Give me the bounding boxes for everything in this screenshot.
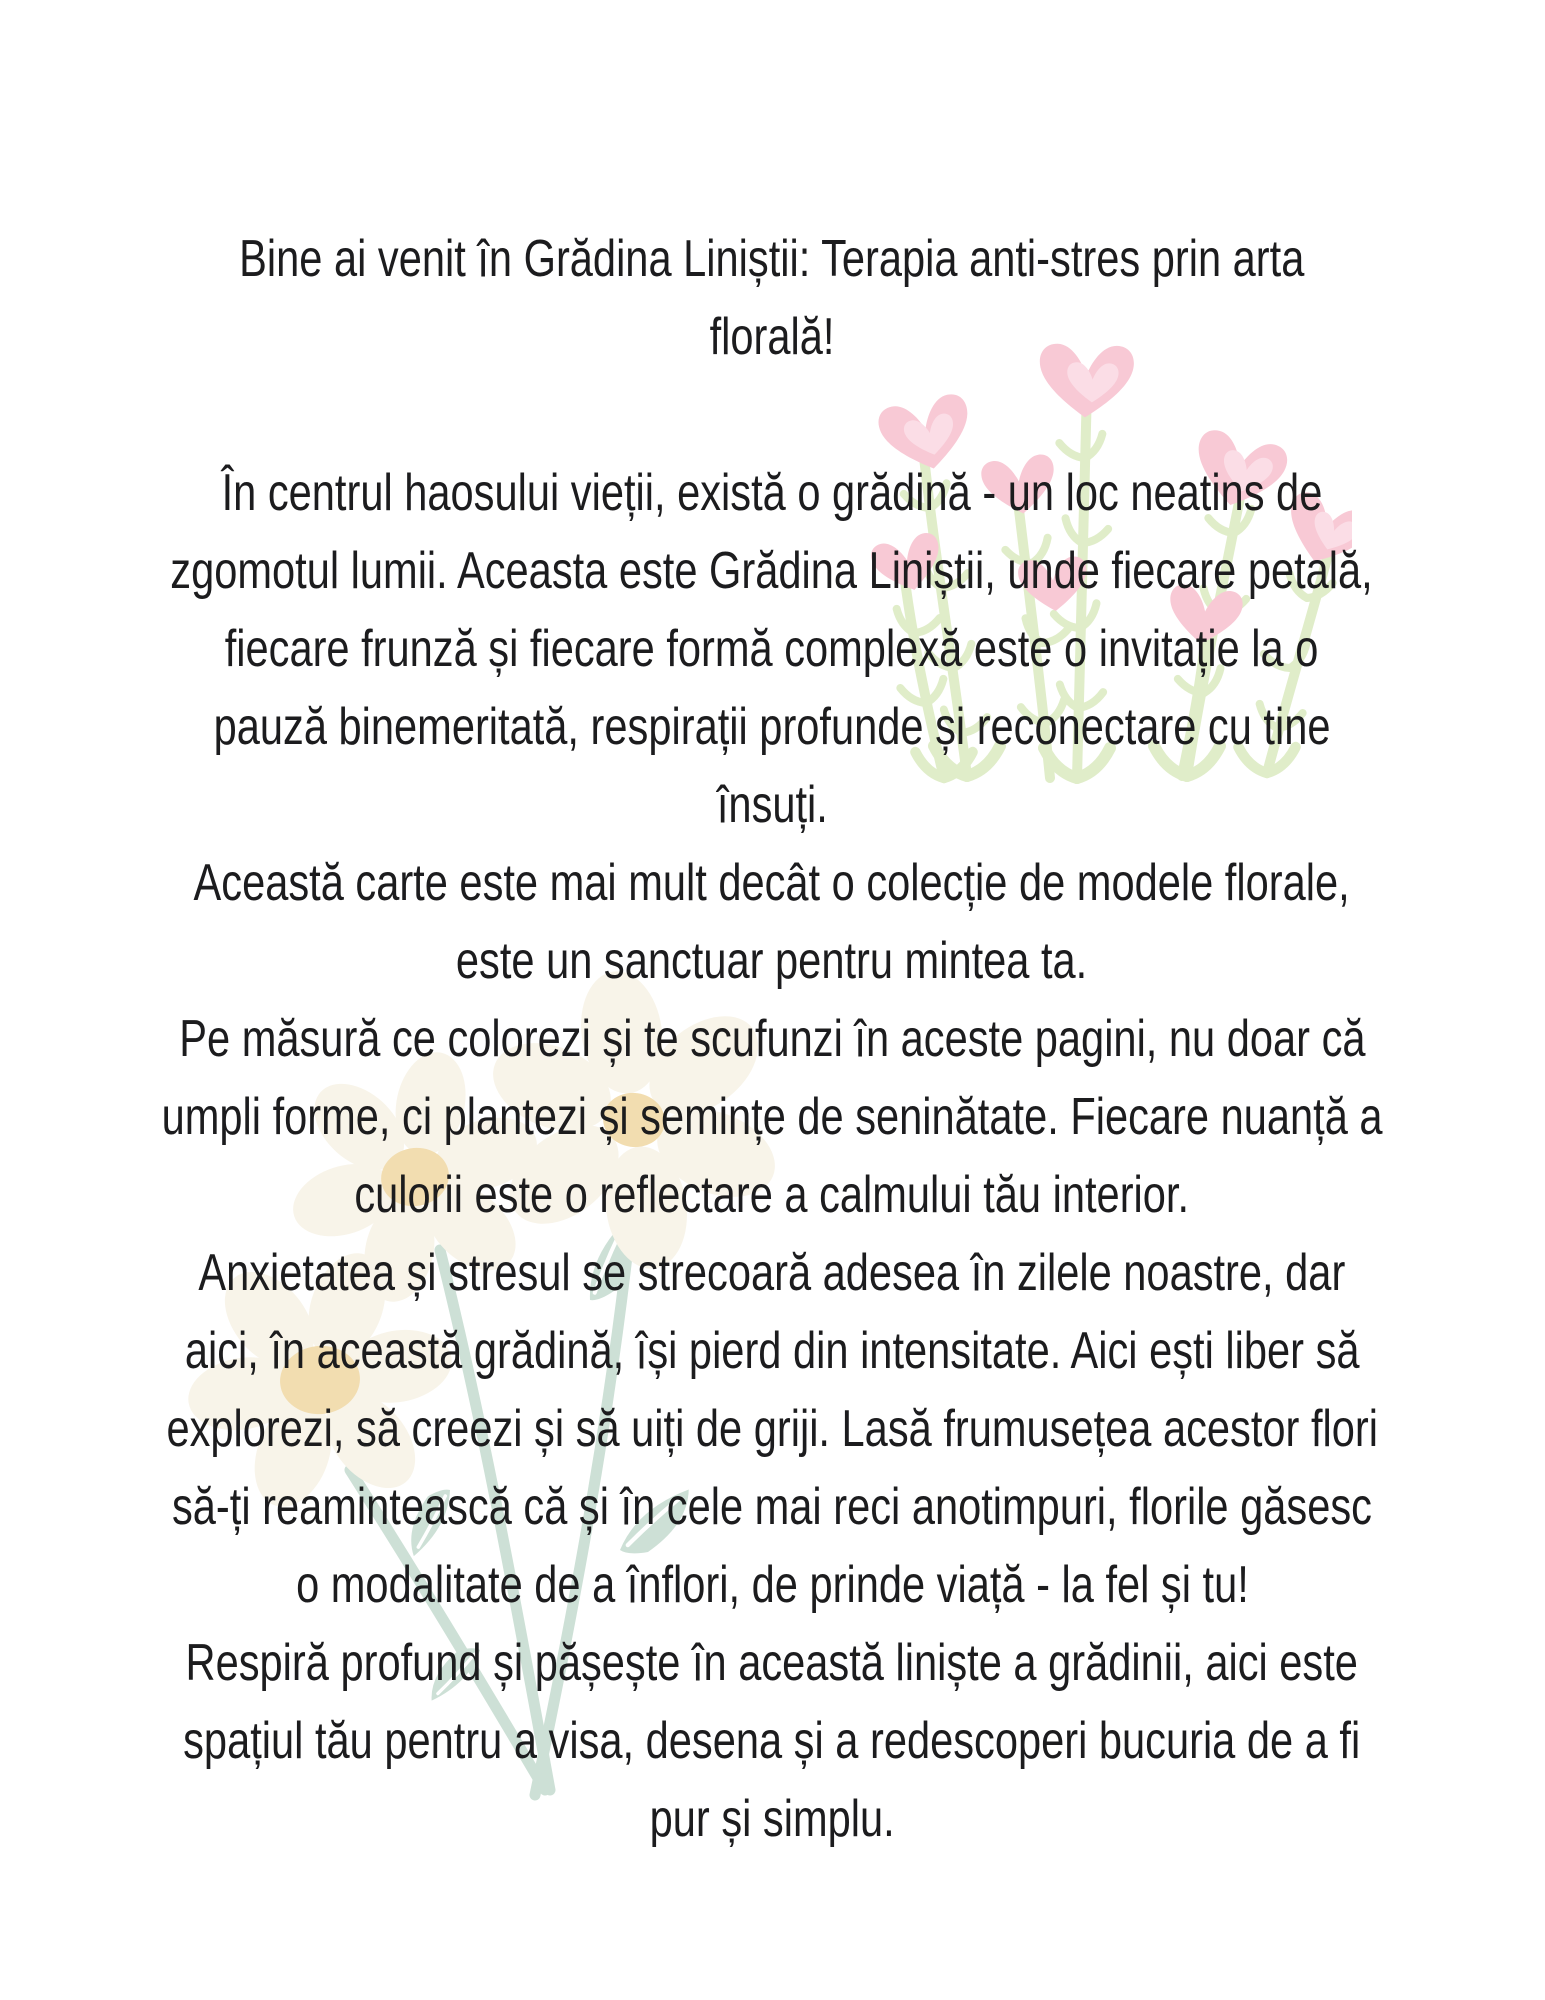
- body-text-line: Anxietatea și stresul se strecoară adesea în zilele noastre, dar: [198, 1244, 1346, 1302]
- body-text-line: culorii este o reflectare a calmului tău interior.: [354, 1166, 1190, 1224]
- page-text: [0, 220, 1545, 1858]
- page-title-line-2: [0, 298, 1545, 376]
- body-text-line: o modalitate de a înflori, de prinde viață - la fel și tu!: [295, 1556, 1249, 1614]
- body-text-line: Respiră profund și pășește în această liniște a grădinii, aici este: [185, 1634, 1359, 1692]
- body-text-line: însuți.: [716, 776, 828, 834]
- body-text-line: zgomotul lumii. Aceasta este Grădina Liniștii, unde fiecare petală,: [170, 542, 1374, 600]
- body-text-line: să-ți reamintească că și în cele mai reci anotimpuri, florile găsesc: [172, 1478, 1372, 1536]
- body-text-line: spațiul tău pentru a visa, desena și a redescoperi bucuria de a fi: [183, 1712, 1361, 1770]
- body-text-line: pur și simplu.: [649, 1790, 895, 1848]
- body-text-line: Pe măsură ce colorezi și te scufunzi în aceste pagini, nu doar că: [178, 1010, 1366, 1068]
- body-text-line: pauză binemeritată, respirații profunde și reconectare cu tine: [213, 698, 1331, 756]
- body-text-line: fiecare frunză și fiecare formă complexă este o invitație la o: [225, 620, 1319, 678]
- body-text-line: explorezi, să creezi și să uiți de griji. Lasă frumusețea acestor flori: [166, 1400, 1378, 1458]
- title-body-gap: [0, 376, 1545, 454]
- page-title-line-1: [0, 220, 1545, 298]
- page-title-text: Bine ai venit în Grădina Liniștii: Terapia anti-stres prin arta: [239, 230, 1305, 288]
- body-text-line: umpli forme, ci plantezi și semințe de seninătate. Fiecare nuanță a: [161, 1088, 1383, 1146]
- body-text-line: este un sanctuar pentru mintea ta.: [456, 932, 1088, 990]
- body-text-line: În centrul haosului vieții, există o grădină - un loc neatins de: [221, 464, 1323, 522]
- body-text-line: aici, în această grădină, își pierd din intensitate. Aici ești liber să: [184, 1322, 1360, 1380]
- body-text-line: Această carte este mai mult decât o colecție de modele florale,: [193, 854, 1351, 912]
- page-title-text: florală!: [709, 308, 835, 366]
